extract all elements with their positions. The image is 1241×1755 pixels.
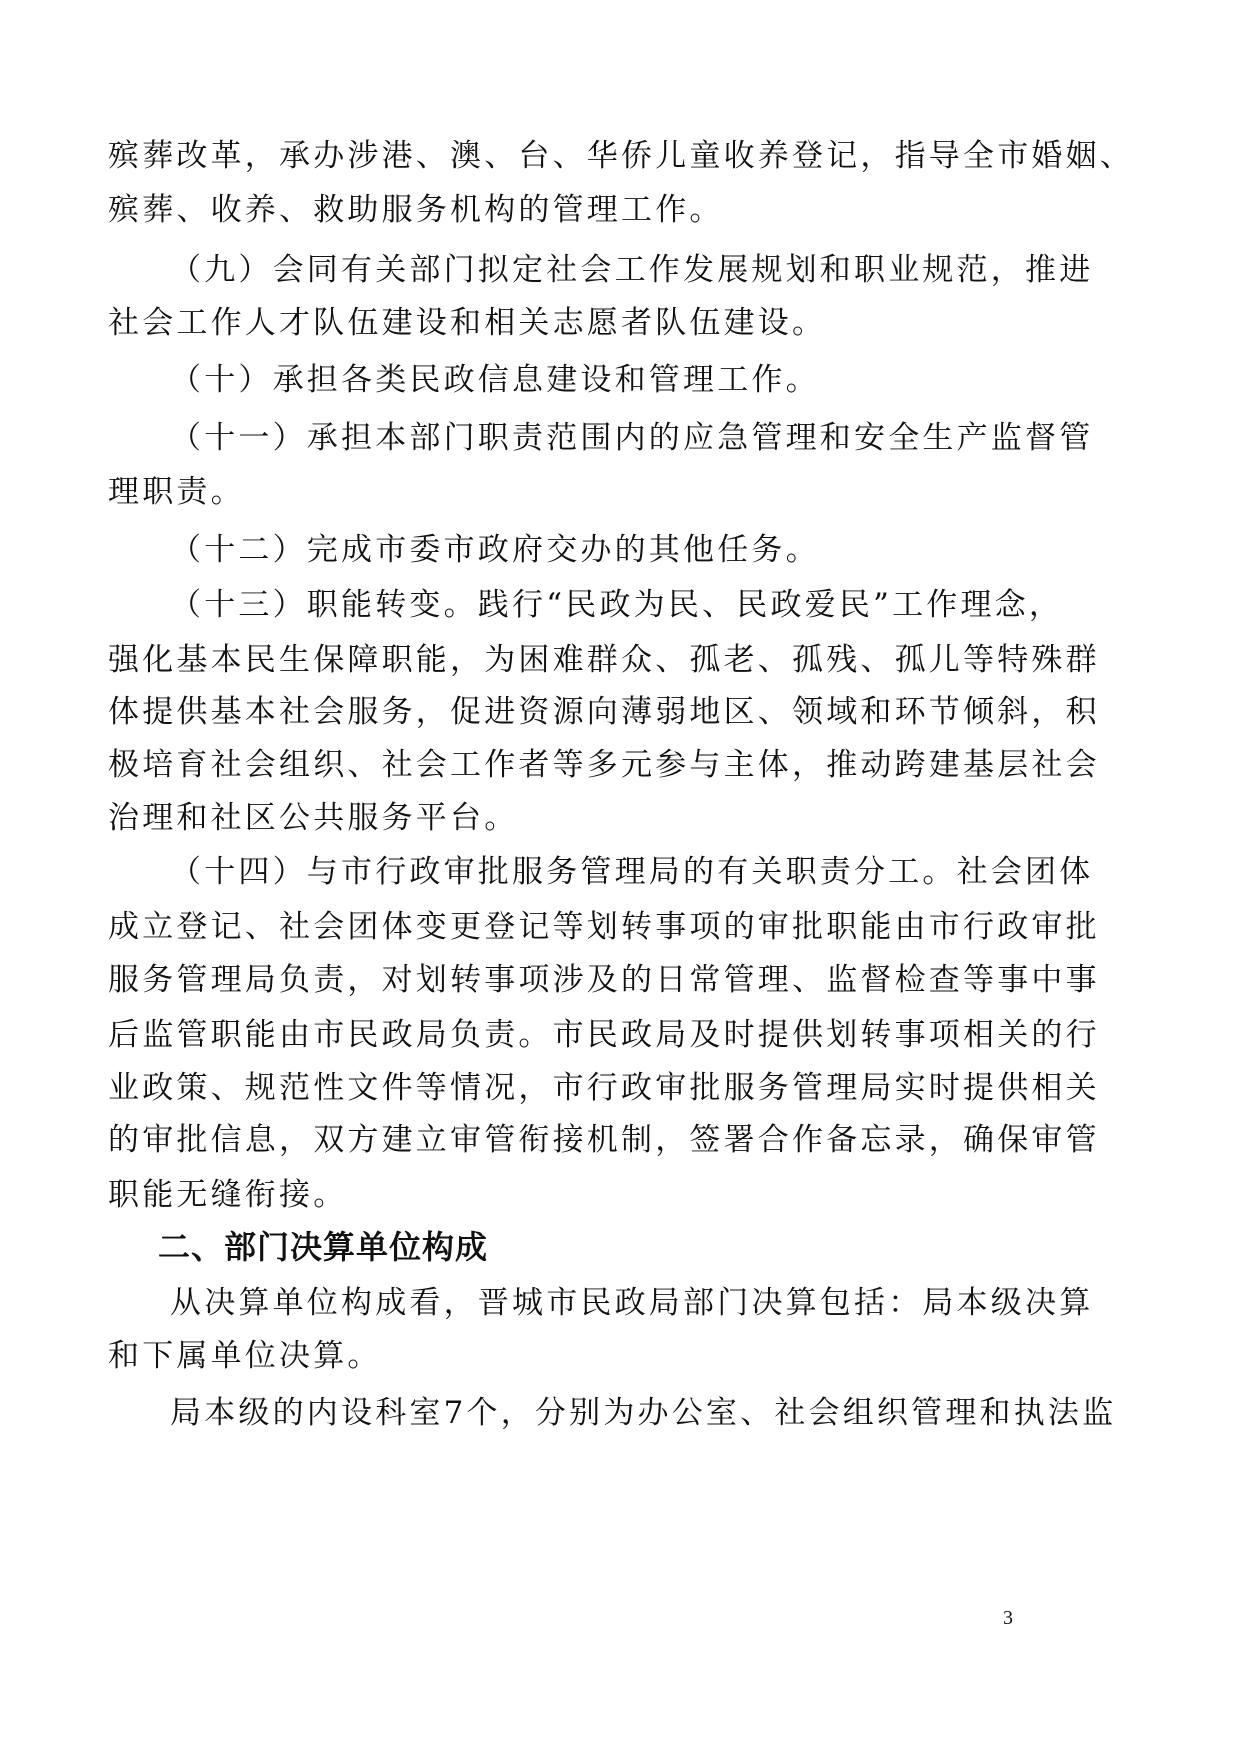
body-line: 职能无缝衔接。 (108, 1177, 348, 1213)
section-heading: 二、部门决算单位构成 (158, 1228, 489, 1266)
body-line: 强化基本民生保障职能，为困难群众、孤老、孤残、孤儿等特殊群 (108, 642, 1100, 678)
paragraph-14-line: （十四）与市行政审批服务管理局的有关职责分工。社会团体 (170, 854, 1094, 890)
paragraph-11-line: （十一）承担本部门职责范围内的应急管理和安全生产监督管 (170, 420, 1094, 456)
body-line: 社会工作人才队伍建设和相关志愿者队伍建设。 (108, 305, 827, 341)
page-number: 3 (1003, 1607, 1013, 1629)
section-paragraph-line: 和下属单位决算。 (108, 1338, 382, 1374)
body-line: 体提供基本社会服务，促进资源向薄弱地区、领域和环节倾斜，积 (108, 694, 1100, 730)
section-paragraph-line: 局本级的内设科室7个，分别为办公室、社会组织管理和执法监 (170, 1395, 1117, 1431)
body-line: 理职责。 (108, 474, 245, 510)
body-line: 殡葬、收养、救助服务机构的管理工作。 (108, 192, 724, 228)
body-line: 服务管理局负责，对划转事项涉及的日常管理、监督检查等事中事 (108, 962, 1100, 998)
paragraph-9-line: （九）会同有关部门拟定社会工作发展规划和职业规范，推进 (170, 252, 1094, 288)
section-paragraph-line: 从决算单位构成看，晋城市民政局部门决算包括：局本级决算 (170, 1285, 1094, 1321)
paragraph-12-line: （十二）完成市委市政府交办的其他任务。 (170, 532, 820, 568)
paragraph-10-line: （十）承担各类民政信息建设和管理工作。 (170, 362, 820, 398)
body-line: 的审批信息，双方建立审管衔接机制，签署合作备忘录，确保审管 (108, 1122, 1100, 1158)
body-line: 业政策、规范性文件等情况，市行政审批服务管理局实时提供相关 (108, 1070, 1100, 1106)
body-line: 治理和社区公共服务平台。 (108, 800, 519, 836)
body-line: 极培育社会组织、社会工作者等多元参与主体，推动跨建基层社会 (108, 747, 1100, 783)
paragraph-13-line: （十三）职能转变。践行“民政为民、民政爱民”工作理念， (170, 587, 1064, 623)
body-line: 殡葬改革，承办涉港、澳、台、华侨儿童收养登记，指导全市婚姻、 (108, 138, 1134, 174)
body-line: 成立登记、社会团体变更登记等划转事项的审批职能由市行政审批 (108, 909, 1100, 945)
body-line: 后监管职能由市民政局负责。市民政局及时提供划转事项相关的行 (108, 1017, 1100, 1053)
